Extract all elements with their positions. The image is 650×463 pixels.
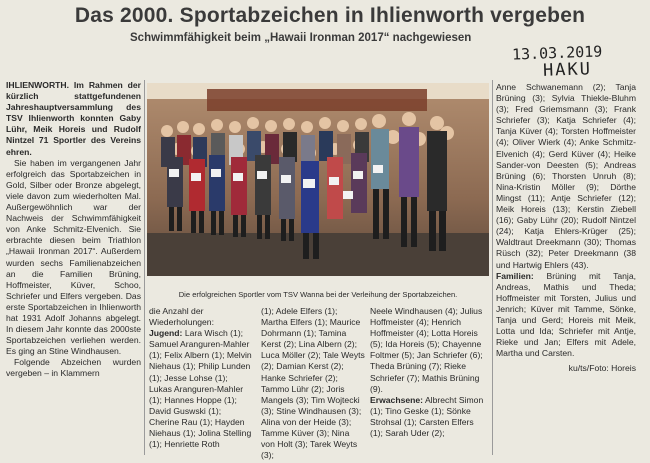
headline: Das 2000. Sportabzeichen in Ihlienworth vergeben: [74, 4, 586, 27]
column-divider: [144, 80, 145, 455]
body-paragraph-2: Folgende Abzeichen wurden vergeben – in Klammern: [6, 357, 141, 379]
subheadline: Schwimmfähigkeit beim „Hawaii Ironman 2017“ nachgewiesen: [130, 32, 472, 44]
group-photo: [147, 83, 489, 276]
handwritten-date: 13.03.2019: [511, 42, 603, 64]
erwachsene-label: Erwachsene:: [370, 394, 424, 405]
column-jugend-end: [370, 306, 485, 439]
handwritten-initials: HAKU: [542, 59, 593, 81]
repetitions-note: die Anzahl der Wiederholungen:: [149, 306, 214, 328]
jugend-label: Jugend:: [149, 328, 183, 339]
column-erwachsene: [496, 82, 636, 374]
column-jugend-continued: [261, 306, 365, 461]
jugend-list-end: Neele Windhausen (4); Julius Hoffmeister (4); Henrich Hoffmeister (4); Lotta Horeis (5); Ida Horeis (5); Chayenne Foltmer (5); Jan Schriefer (6); Theda Brüning (7); Rieke Schriefer (7); Mathis Brüning (9).: [370, 306, 483, 394]
photo-illustration: [147, 83, 489, 276]
jugend-list: Lara Wisch (1); Samuel Aranguren-Mahler (1); Felix Albern (1); Melvin Niehaus (1); Philip Lunden (1); Jesse Lohse (1); Lukas Aranguren-Mahler (1); Hannes Hoppe (1); David Guswski (1); Cherine Rau (1); Hayden Niehaus (1); Jolina Stelling (1); Henriette Roth: [149, 328, 252, 450]
intro-paragraph: IHLIENWORTH. Im Rahmen der kürzlich stattgefundenen Jahreshauptversammlung des TSV Ihlienworth konnten Gaby Lühr, Meik Horeis und Rudolf Nintzel 71 Sportler des Vereins ehren.: [6, 80, 141, 157]
photo-caption: Die erfolgreichen Sportler vom TSV Wanna bei der Verleihung der Sportabzeichen.: [178, 290, 458, 299]
familien-list: Brüning mit Tanja, Andreas, Mathis und Theda; Hoffmeister mit Torsten, Julius und Jenrich; Küver mit Tamme, Sönke, Tanja und Gerd; Horeis mit Meik, Lotta und Ida; Schriefer mit Antje, Rieke und Jan; Elfers mit Adele, Martha und Carsten.: [496, 270, 636, 359]
familien-label: Familien:: [496, 270, 534, 281]
jugend-list-continued: (1); Adele Elfers (1); Martha Elfers (1); Maurice Dohrmann (1); Tamina Kerst (2); Lina Albern (2); Luca Möller (2); Tale Weyts (2); Damian Kerst (2); Hanke Schriefer (2); Tammo Lühr (2); Joris Mangels (3); Tim Wojtecki (3); Stine Windhausen (3); Alina von der Heide (3); Tamme Küver (3); Nina von Holt (3); Tarek Weyts (3);: [261, 306, 365, 461]
erwachsene-list: Albrecht Simon (1); Tino Geske (1); Sönke Strohsal (1); Carsten Elfers (1); Sarah Uder (2);: [370, 394, 484, 439]
column-divider: [492, 80, 493, 455]
body-paragraph: Sie haben im vergangenen Jahr erfolgreich das Sportabzeichen in Gold, Silber oder Bronze abgelegt, viele davon zum wiederholten Mal. Außergewöhnlich war der Nachweis der Schwimmfähigkeit von Anke Schmitz-Elvenich. Sie erbrachte diesen beim Triathlon „Hawaii Ironman 2017“. Außerdem wurden sechs Familienabzeichen an die Familien Brüning, Hoffmeister, Küver, Schoo, Schriefer und Elfers vergeben. Das erste Sportabzeichen in Ihlienworth hat 1931 Adolf Johanns abgelegt. In diesem Jahr konnte das 2000ste Sportabzeichen verliehen werden. Es ging an Stine Windhausen.: [6, 157, 141, 357]
column-jugend: [149, 306, 253, 450]
erwachsene-list-continued: Anne Schwanemann (2); Tanja Brüning (3); Sylvia Thiekle-Bluhm (3); Fred Griemsmann (3); Frank Schriefer (3); Katja Schriefer (4); Tanja Küver (4); Torsten Hoffmeister (4); Oliver Wierk (4); Anke Schmitz-Elvenich (4); Gerd Küver (4); Heike Sander-von Deesten (5); Andreas Brüning (6); Thorsten Unruh (8); Nina-Kristin Möller (9); Dörthe Mingst (11); Antje Schriefer (12); Meik Horeis (13); Kerstin Ziebell (16); Gaby Lühr (20); Rudolf Nintzel (24); Katja Ehlers-Krüger (25); Waldtraut Dreekmann (30); Thomas Rüsch (32); Peter Dreekmann (38 und Hartwig Ehlers (43).: [496, 82, 636, 270]
credit: ku/ts/Foto: Horeis: [568, 363, 636, 374]
column-intro: [6, 80, 141, 380]
